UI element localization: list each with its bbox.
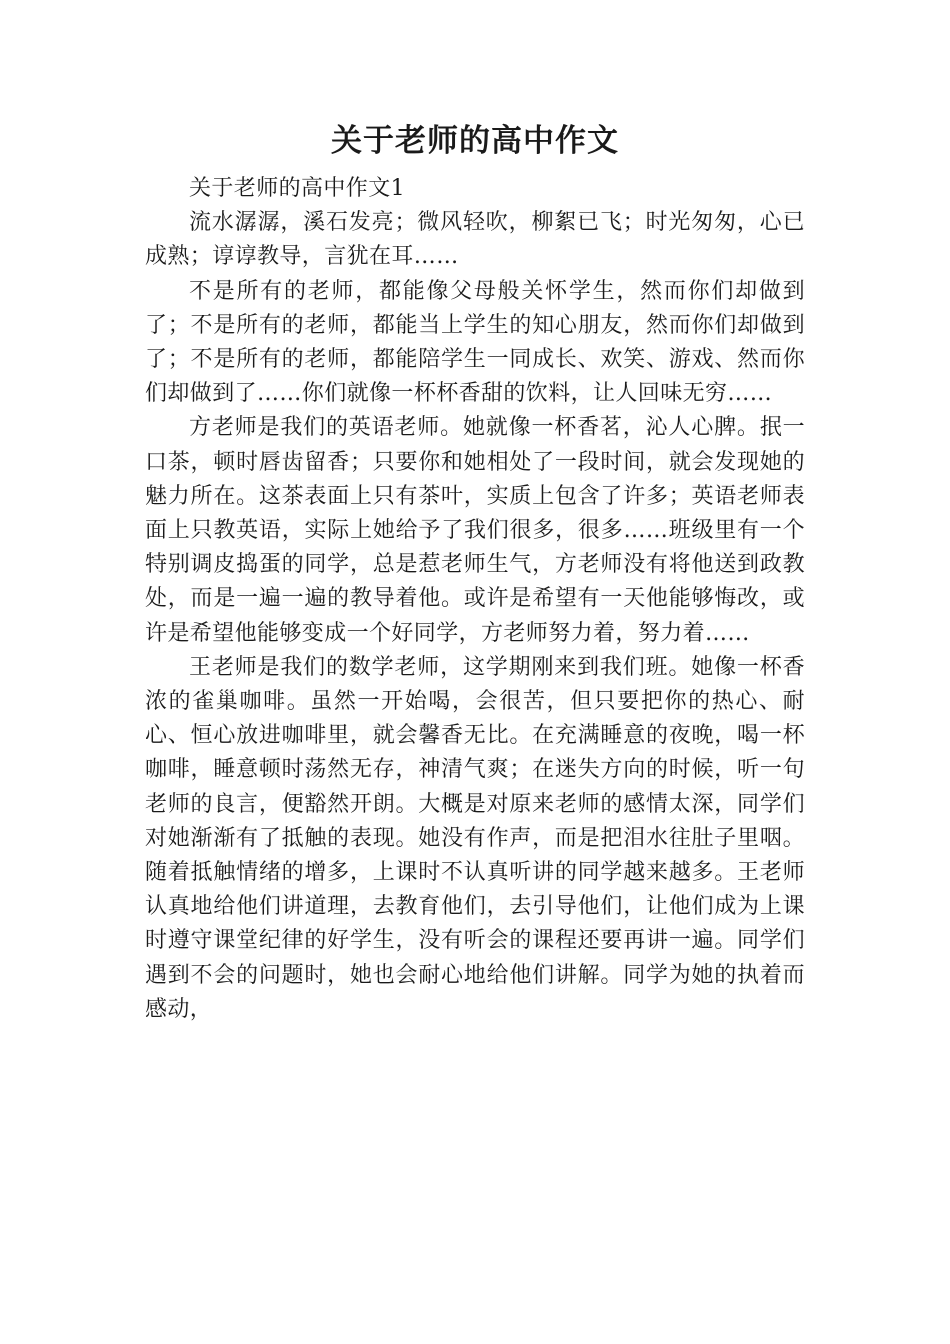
document-page bbox=[145, 118, 805, 1027]
paragraph-intro: 流水潺潺，溪石发亮；微风轻吹，柳絮已飞；时光匆匆，心已成熟；谆谆教导，言犹在耳…… bbox=[145, 210, 805, 270]
paragraph-teachers: 不是所有的老师，都能像父母般关怀学生，然而你们却做到了；不是所有的老师，都能当上学生的知心朋友，然而你们却做到了；不是所有的老师，都能陪学生一同成长、欢笑、游戏、然而你们却做到了……你们就像一杯杯香甜的饮料，让人回味无穷…… bbox=[145, 278, 805, 407]
paragraph-teacher-fang: 方老师是我们的英语老师。她就像一杯香茗，沁人心脾。抿一口茶，顿时唇齿留香；只要你和她相处了一段时间，就会发现她的魅力所在。这茶表面上只有茶叶，实质上包含了许多；英语老师表面上只教英语，实际上她给予了我们很多，很多……班级里有一个特别调皮捣蛋的同学，总是惹老师生气，方老师没有将他送到政教处，而是一遍一遍的教导着他。或许是希望有一天他能够悔改，或许是希望他能够变成一个好同学，方老师努力着，努力着…… bbox=[145, 415, 805, 646]
essay-subtitle: 关于老师的高中作文1 bbox=[189, 176, 405, 201]
paragraph-teacher-wang: 王老师是我们的数学老师，这学期刚来到我们班。她像一杯香浓的雀巢咖啡。虽然一开始喝，会很苦，但只要把你的热心、耐心、恒心放进咖啡里，就会馨香无比。在充满睡意的夜晚，喝一杯咖啡，睡意顿时荡然无存，神清气爽；在迷失方向的时候，听一句老师的良言，便豁然开朗。大概是对原来老师的感情太深，同学们对她渐渐有了抵触的表现。她没有作声，而是把泪水往肚子里咽。随着抵触情绪的增多，上课时不认真听讲的同学越来越多。王老师认真地给他们讲道理，去教育他们，去引导他们，让他们成为上课时遵守课堂纪律的好学生，没有听会的课程还要再讲一遍。同学们遇到不会的问题时，她也会耐心地给他们讲解。同学为她的执着而感动， bbox=[145, 654, 805, 1022]
document-title: 关于老师的高中作文 bbox=[331, 123, 619, 159]
